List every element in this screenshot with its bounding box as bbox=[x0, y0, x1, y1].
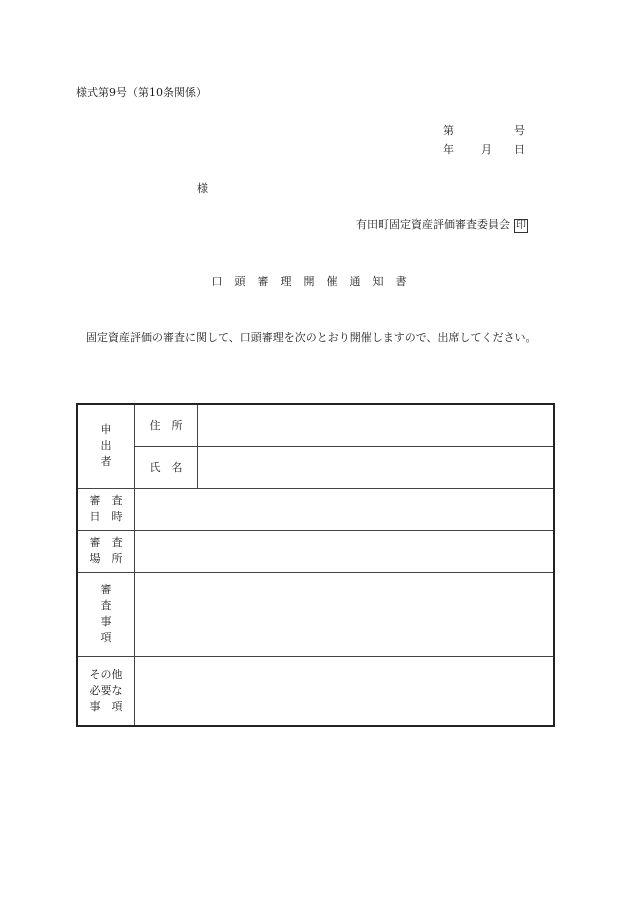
applicant-label-line: 者 bbox=[100, 455, 112, 469]
document-number-suffix bbox=[514, 122, 525, 138]
address-label: 住 所 bbox=[135, 404, 198, 446]
review-items-label-line: 審 bbox=[100, 583, 112, 596]
review-place-label-line: 審 査 bbox=[89, 536, 123, 549]
review-datetime-label-line: 審 査 bbox=[89, 494, 123, 507]
review-place-label-line: 場 所 bbox=[89, 552, 123, 565]
applicant-label bbox=[77, 404, 135, 488]
other-items-label-line: 事 項 bbox=[89, 699, 123, 713]
applicant-label-line: 申 bbox=[100, 423, 112, 437]
review-items-label bbox=[77, 572, 135, 656]
body-text: 固定資産評価の審査に関して、口頭審理を次のとおり開催しますので、出席してください。 bbox=[86, 331, 537, 344]
review-place-field[interactable] bbox=[135, 530, 555, 572]
review-items-label-line: 項 bbox=[100, 631, 112, 644]
review-datetime-label bbox=[77, 488, 135, 530]
date-day: 日 bbox=[514, 143, 525, 156]
review-datetime-field[interactable] bbox=[135, 488, 555, 530]
name-label: 氏 名 bbox=[135, 446, 198, 488]
addressee-suffix: 様 bbox=[197, 182, 208, 195]
other-items-field[interactable] bbox=[135, 656, 555, 726]
other-items-label-line: 必要な bbox=[89, 683, 123, 697]
seal-mark: 印 bbox=[516, 220, 526, 231]
date-year: 年 bbox=[443, 143, 454, 156]
applicant-label-line: 出 bbox=[100, 439, 112, 453]
review-place-label bbox=[77, 530, 135, 572]
review-items-label-line: 事 bbox=[100, 615, 112, 628]
form-number: 様式第9号（第10条関係） bbox=[76, 86, 207, 99]
name-field[interactable] bbox=[198, 446, 555, 488]
other-items-label bbox=[77, 656, 135, 726]
number-prefix: 第 bbox=[443, 124, 454, 137]
other-items-label-line: その他 bbox=[89, 667, 123, 681]
number-suffix: 号 bbox=[514, 124, 525, 137]
document-title: 口頭審理開催通知書 bbox=[211, 275, 419, 288]
review-datetime-label-line: 日 時 bbox=[89, 510, 123, 523]
document-number-line bbox=[443, 122, 454, 138]
review-items-field[interactable] bbox=[135, 572, 555, 656]
issuer-name: 有田町固定資産評価審査委員会 bbox=[356, 218, 510, 231]
address-field[interactable] bbox=[198, 404, 555, 446]
date-month: 月 bbox=[481, 143, 492, 156]
review-items-label-line: 査 bbox=[100, 599, 112, 612]
notice-table bbox=[76, 403, 555, 727]
issuer bbox=[356, 216, 528, 233]
